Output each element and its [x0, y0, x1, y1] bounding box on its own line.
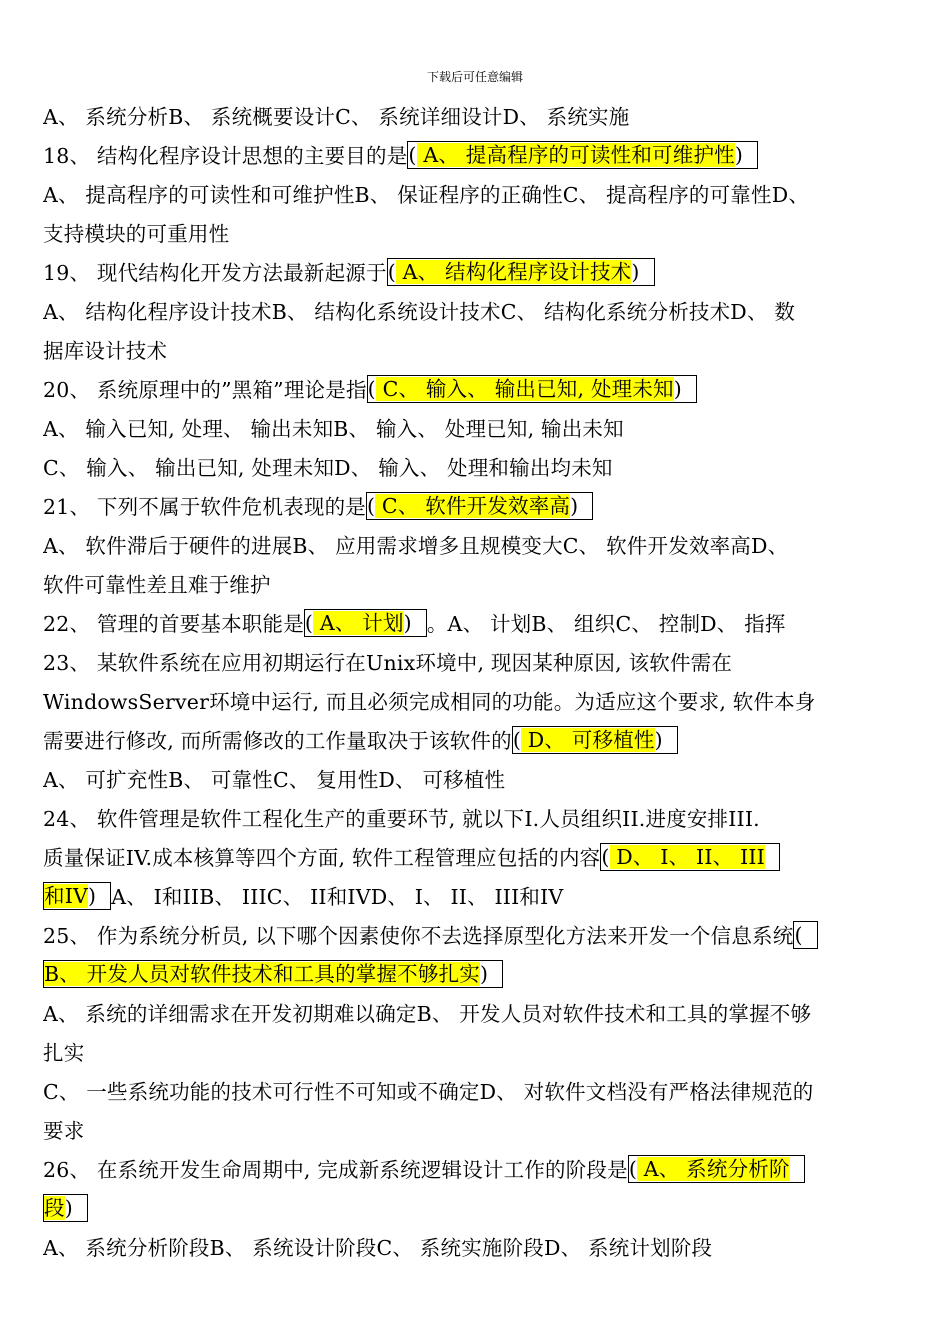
- line-text: 25、 作为系统分析员, 以下哪个因素使你不去选择原型化方法来开发一个信息系统: [43, 924, 794, 948]
- line-text: C、 输入、 输出已知, 处理未知D、 输入、 处理和输出均未知: [43, 456, 613, 480]
- answer-close-paren: ): [654, 728, 663, 752]
- text-line: [43, 1190, 907, 1229]
- line-text: A、 可扩充性B、 可靠性C、 复用性D、 可移植性: [43, 768, 506, 792]
- text-line: [43, 566, 907, 605]
- answer-open-paren: (: [304, 611, 314, 635]
- line-text: WindowsServer环境中运行, 而且必须完成相同的功能。为适应这个要求, 软件本身: [43, 690, 816, 714]
- answer-close-paren: ): [734, 143, 744, 167]
- line-text: 26、 在系统开发生命周期中, 完成新系统逻辑设计工作的阶段是: [43, 1158, 628, 1182]
- answer-highlight: A、 结构化程序设计技术: [395, 260, 632, 284]
- text-line: [43, 176, 907, 215]
- answer-highlight: 段: [44, 1196, 65, 1220]
- answer-box: [43, 1194, 88, 1222]
- answer-open-paren: (: [367, 377, 376, 401]
- line-text: 23、 某软件系统在应用初期运行在Unix环境中, 现因某种原因, 该软件需在: [43, 651, 733, 675]
- text-line: [43, 254, 907, 293]
- line-text: 支持模块的可重用性: [43, 222, 230, 246]
- text-line: [43, 98, 907, 137]
- answer-open-paren: (: [512, 728, 522, 752]
- answer-highlight: 和IV: [44, 884, 89, 908]
- line-text: 质量保证IV.成本核算等四个方面, 软件工程管理应包括的内容: [43, 846, 601, 870]
- line-text: A、 系统分析阶段B、 系统设计阶段C、 系统实施阶段D、 系统计划阶段: [43, 1236, 713, 1260]
- answer-highlight: D、 可移植性: [521, 728, 655, 752]
- text-line: [43, 644, 907, 683]
- text-line: [43, 1112, 907, 1151]
- answer-box: [366, 492, 593, 520]
- answer-close-paren: ): [631, 260, 640, 284]
- line-text: 21、 下列不属于软件危机表现的是: [43, 495, 367, 519]
- line-text: 据库设计技术: [43, 339, 168, 363]
- answer-highlight: A、 系统分析阶: [637, 1157, 790, 1181]
- text-line: [43, 215, 907, 254]
- answer-highlight: B、 开发人员对软件技术和工具的掌握不够扎实: [44, 962, 480, 986]
- answer-highlight: A、 提高程序的可读性和可维护性: [416, 143, 735, 167]
- answer-highlight: C、 输入、 输出已知, 处理未知: [375, 377, 674, 401]
- text-line: [43, 683, 907, 722]
- line-text: A、 系统的详细需求在开发初期难以确定B、 开发人员对软件技术和工具的掌握不够: [43, 1002, 812, 1026]
- answer-box: [407, 141, 758, 169]
- text-line: [43, 137, 907, 176]
- answer-open-paren: (: [794, 923, 803, 947]
- text-line: [43, 1034, 907, 1073]
- answer-box: [43, 960, 503, 988]
- text-line: [43, 410, 907, 449]
- text-line: [43, 332, 907, 371]
- line-text: A、 提高程序的可读性和可维护性B、 保证程序的正确性C、 提高程序的可靠性D、: [43, 183, 810, 207]
- line-text: 18、 结构化程序设计思想的主要目的是: [43, 144, 408, 168]
- answer-box: [304, 609, 427, 637]
- text-line: [43, 761, 907, 800]
- answer-highlight: C、 软件开发效率高: [375, 494, 571, 518]
- line-text: 24、 软件管理是软件工程化生产的重要环节, 就以下I.人员组织II.进度安排III.: [43, 807, 760, 831]
- answer-open-paren: (: [367, 494, 376, 518]
- line-text: 软件可靠性差且难于维护: [43, 573, 271, 597]
- text-line: [43, 449, 907, 488]
- answer-open-paren: (: [408, 143, 417, 167]
- line-text: A、 输入已知, 处理、 输出未知B、 输入、 处理已知, 输出未知: [43, 417, 624, 441]
- text-line: [43, 878, 907, 917]
- line-text-after: A、 I和IIB、 IIIC、 II和IVD、 I、 II、 III和IV: [111, 885, 564, 909]
- text-line: [43, 917, 907, 956]
- line-text: A、 结构化程序设计技术B、 结构化系统设计技术C、 结构化系统分析技术D、 数: [43, 300, 796, 324]
- line-text: A、 系统分析B、 系统概要设计C、 系统详细设计D、 系统实施: [43, 105, 630, 129]
- text-line: [43, 839, 907, 878]
- text-line: [43, 293, 907, 332]
- answer-open-paren: (: [601, 845, 610, 869]
- answer-highlight: A、 计划: [313, 611, 404, 635]
- line-text: 19、 现代结构化开发方法最新起源于: [43, 261, 387, 285]
- answer-open-paren: (: [628, 1157, 638, 1181]
- line-text-after: 。A、 计划B、 组织C、 控制D、 指挥: [426, 612, 786, 636]
- answer-close-paren: ): [673, 377, 682, 401]
- document-body: [43, 98, 907, 1268]
- answer-box: [793, 921, 817, 949]
- answer-close-paren: ): [403, 611, 412, 635]
- answer-box: [628, 1155, 805, 1183]
- answer-close-paren: ): [570, 494, 579, 518]
- text-line: [43, 800, 907, 839]
- line-text: 扎实: [43, 1041, 85, 1065]
- text-line: [43, 371, 907, 410]
- line-text: C、 一些系统功能的技术可行性不可知或不确定D、 对软件文档没有严格法律规范的: [43, 1080, 814, 1104]
- text-line: [43, 527, 907, 566]
- text-line: [43, 1151, 907, 1190]
- text-line: [43, 605, 907, 644]
- text-line: [43, 956, 907, 995]
- answer-close-paren: ): [88, 884, 97, 908]
- line-text: 需要进行修改, 而所需修改的工作量取决于该软件的: [43, 729, 512, 753]
- answer-box: [512, 726, 678, 754]
- answer-highlight: D、 I、 II、 III: [609, 845, 765, 869]
- answer-box: [600, 843, 780, 871]
- text-line: [43, 1073, 907, 1112]
- answer-box: [367, 375, 697, 403]
- answer-box: [387, 258, 655, 286]
- answer-close-paren: ): [64, 1196, 73, 1220]
- line-text: 22、 管理的首要基本职能是: [43, 612, 304, 636]
- text-line: [43, 722, 907, 761]
- text-line: [43, 995, 907, 1034]
- answer-open-paren: (: [387, 260, 396, 284]
- answer-box: [43, 882, 111, 910]
- line-text: A、 软件滞后于硬件的进展B、 应用需求增多且规模变大C、 软件开发效率高D、: [43, 534, 789, 558]
- text-line: [43, 488, 907, 527]
- answer-close-paren: ): [479, 962, 489, 986]
- line-text: 20、 系统原理中的”黑箱”理论是指: [43, 378, 367, 402]
- text-line: [43, 1229, 907, 1268]
- page-header: 下载后可任意编辑: [426, 70, 523, 84]
- line-text: 要求: [43, 1119, 85, 1143]
